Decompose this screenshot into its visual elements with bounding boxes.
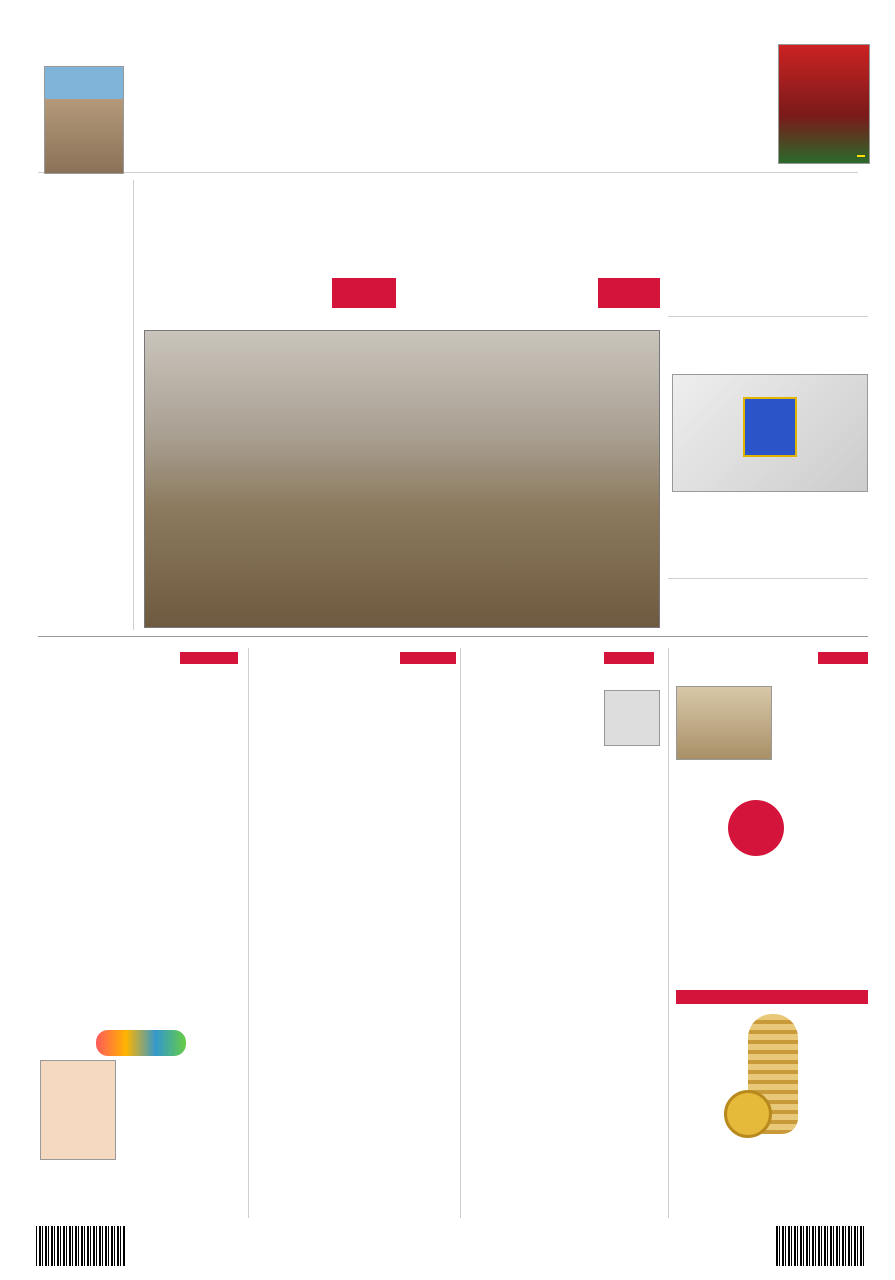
stat2-value — [332, 278, 396, 308]
interviews-column — [256, 672, 452, 1218]
left-column — [40, 182, 128, 622]
promo-box[interactable] — [40, 1024, 240, 1218]
section-note — [604, 652, 654, 664]
investment-chart — [676, 800, 868, 975]
infographic-items — [676, 1010, 868, 1160]
stat1-value — [598, 278, 660, 308]
gift-names — [672, 512, 868, 562]
house-money-icon — [676, 686, 772, 760]
latest-news-list — [40, 672, 240, 1012]
data-intro — [676, 764, 868, 800]
wetland-photo — [44, 66, 124, 174]
sports-badge — [857, 155, 865, 157]
note-body — [470, 750, 660, 1220]
sports-supplement-thumb[interactable] — [778, 44, 870, 164]
section-data — [818, 652, 868, 664]
barcode-right — [776, 1226, 866, 1266]
section-interview — [400, 652, 456, 664]
barcode-left — [36, 1226, 126, 1266]
masthead-logo — [140, 40, 770, 160]
gift-image[interactable] — [672, 374, 868, 492]
note-author-photo — [604, 690, 660, 746]
infographic-title — [676, 990, 868, 1004]
section-latest-news — [180, 652, 238, 664]
farahzad-photo[interactable] — [144, 330, 660, 628]
gift-box-icon — [743, 397, 797, 457]
promo-cover — [40, 1060, 116, 1160]
promo-brand — [96, 1030, 186, 1056]
